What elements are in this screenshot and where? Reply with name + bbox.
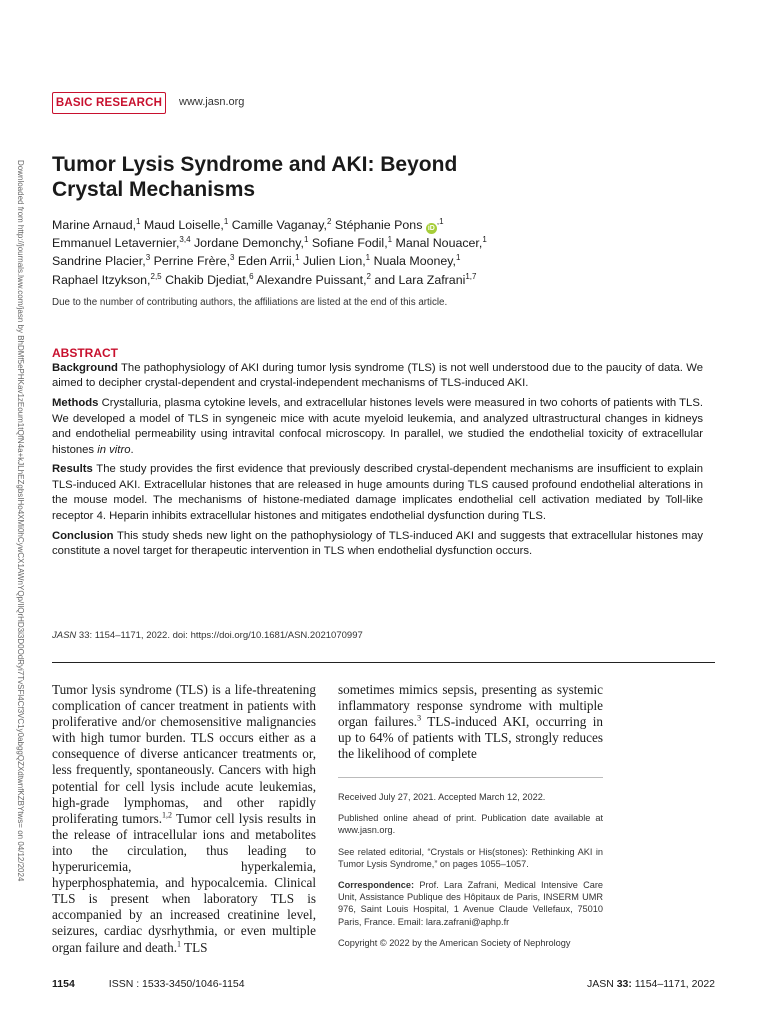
reference-link[interactable]: 1,2	[162, 810, 173, 820]
abstract-heading: ABSTRACT	[52, 346, 118, 360]
issn: ISSN : 1533-3450/1046-1154	[108, 978, 245, 990]
article-title	[52, 152, 572, 202]
author-line-3: Sandrine Placier,$^3$ Perrine Frère,$^3$ Eden Arrii,$^1$ Julien Lion,$^1$ Nuala Mooney,$^1$	[52, 253, 461, 269]
section-divider	[52, 662, 715, 663]
article-notes	[338, 791, 603, 958]
copyright-note: Copyright © 2022 by the American Society of Nephrology	[338, 937, 571, 948]
author-list	[52, 216, 612, 289]
reference-link[interactable]: 3	[417, 713, 422, 723]
published-note: Published online ahead of print. Publication date available at www.jasn.org.	[338, 813, 603, 836]
author-line-4: Raphael Itzykson,$^{2,5}$ Chakib Djediat,$^6$ Alexandre Puissant,$^2$ and Lara Zafrani$^{1,7}$	[52, 271, 477, 287]
footer-left	[52, 978, 245, 990]
abstract-methods: Methods Crystalluria, plasma cytokine levels, and extracellular histones levels were measured in two cohorts of patients with TLS. We developed a model of TLS in syngeneic mice with acute myeloid leukemia, and analyzed ultrastructural changes in kidneys and endothelial permeability using intravital confocal microscopy. In parallel, we studied the endothelial toxicity of extracellular histones in vitro.	[52, 397, 703, 456]
journal-website-link[interactable]: www.jasn.org	[179, 96, 245, 108]
editorial-note: See related editorial, “Crystals or His(stones): Rethinking AKI in Tumor Lysis Syndrome,” on pages 1055–1057.	[338, 846, 603, 869]
abstract-results: Results The study provides the first evidence that previously described crystal-dependent mechanisms are insufficient to explain TLS-induced AKI. Extracellular histones that are released in huge amounts during TLS caused profound endothelial alterations in the mouse model. The mechanisms of histone-mediated damage implicates endothelial cell activation mediated by Toll-like receptor 4. Heparin inhibits extracellular histones and mitigates endothelial dysfunction during TLS.	[52, 463, 703, 522]
correspondence-note: Correspondence: Prof. Lara Zafrani, Medical Intensive Care Unit, Assistance Publique des Hôpitaux de Paris, INSERM UMR 976, Saint Louis Hospital, 1 Avenue Claude Vellefaux, 75010 Paris, France. Email: lara.zafrani@aphp.fr	[338, 880, 603, 927]
download-watermark	[16, 160, 36, 882]
article-type-badge: BASIC RESEARCH	[52, 92, 166, 114]
orcid-icon[interactable]: iD	[427, 225, 435, 232]
body-column-right: sometimes mimics sepsis, presenting as systemic inflammatory response syndrome with multiple organ failures.$^3$ TLS-induced AKI, occurring in up to 64% of patients with TLS, strongly reduces the likelihood of complete	[338, 682, 603, 762]
reference-link[interactable]: 1	[177, 939, 181, 949]
citation-line: JASN 33: 1154–1171, 2022. doi: https://doi.org/10.1681/ASN.2021070997	[52, 630, 363, 641]
affiliation-note: Due to the number of contributing authors, the affiliations are listed at the end of this article.	[52, 297, 448, 308]
page-number: 1154	[52, 978, 75, 990]
notes-divider	[338, 777, 603, 778]
received-note: Received July 27, 2021. Accepted March 12, 2022.	[338, 792, 546, 802]
author-line-2: Emmanuel Letavernier,$^{3,4}$ Jordane Demonchy,$^1$ Sofiane Fodil,$^1$ Manal Nouacer,$^1$	[52, 235, 487, 251]
title-line-1: Tumor Lysis Syndrome and AKI: Beyond	[52, 153, 458, 176]
body-column-left: Tumor lysis syndrome (TLS) is a life-threatening complication of cancer treatment in patients with proliferative and/or chemosensitive malignancies with high tumor burden. TLS occurs either as a consequence of diverse anticancer treatments or, less frequently, spontaneously. Cancers with high potential for cell lysis include acute leukemias, high-grade lymphomas, and other rapidly proliferating tumors.$^{1,2}$ Tumor cell lysis results in the release of intracellular ions and metabolites into the circulation, thus leading to hyperuricemia, hyperkalemia, hyperphosphatemia, and hypocalcemia. Clinical TLS is present when laboratory TLS is accompanied by an increased creatinine level, seizures, cardiac dysrhythmia, or even multiple organ failure and death.$^1$ TLS	[52, 682, 317, 955]
title-line-2: Crystal Mechanisms	[52, 178, 256, 201]
download-watermark-text: Downloaded from http://journals.lww.com/jasn by BhDMf5ePHKav1zEoum1tQfN4a+kJLhEZgbsIHo4XMi0hCywCX1AWnYQp/IlQrHD3i3D0OdRyi7TvSFl4Cf3VC1y0abggQZXdtwnfKZBYtws= on 04/12/2024	[16, 160, 25, 882]
abstract-conclusion: Conclusion This study sheds new light on the pathophysiology of TLS-induced AKI and suggests that extracellular histones may constitute a novel target for therapeutic intervention in TLS when endothelial dysfunction occurs.	[52, 529, 703, 557]
footer-right: JASN 33: 1154–1171, 2022	[586, 978, 715, 990]
abstract-background: Background The pathophysiology of AKI during tumor lysis syndrome (TLS) is not well understood due to the paucity of data. We aimed to decipher crystal-dependent and crystal-independent mechanisms of TLS-induced AKI.	[52, 362, 703, 390]
author-line-1: Marine Arnaud,$^1$ Maud Loiselle,$^1$ Camille Vaganay,$^2$ Stéphanie Pons $iD^{,1}$	[52, 216, 444, 232]
abstract-body	[52, 361, 703, 564]
